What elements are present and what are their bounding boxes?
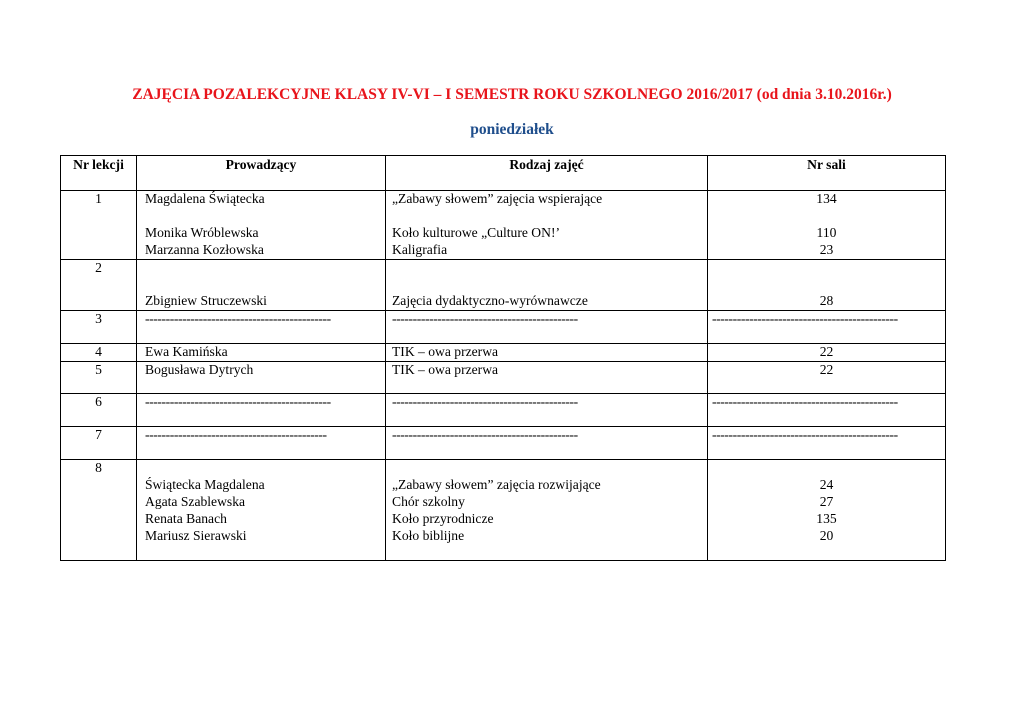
lesson-number: 8 bbox=[61, 460, 137, 561]
table-row bbox=[61, 344, 946, 362]
room-cell bbox=[708, 259, 946, 311]
teacher-name bbox=[145, 460, 385, 477]
room-cell bbox=[708, 344, 946, 362]
empty-dashes: --------------------------------------------- bbox=[392, 311, 578, 327]
day-heading: poniedziałek bbox=[470, 121, 554, 138]
lesson-number: 4 bbox=[61, 344, 137, 362]
header-row bbox=[61, 156, 946, 191]
empty-dashes: --------------------------------------------- bbox=[145, 311, 331, 327]
table-row bbox=[61, 259, 946, 311]
room-number bbox=[708, 276, 945, 293]
table-row bbox=[61, 191, 946, 260]
teacher-name: Ewa Kamińska bbox=[145, 344, 228, 360]
room-number: 110 bbox=[816, 224, 837, 240]
activity-name bbox=[392, 260, 707, 277]
teacher-name: Zbigniew Struczewski bbox=[145, 293, 267, 309]
teacher-name: Świątecka Magdalena bbox=[145, 477, 265, 493]
document-title: ZAJĘCIA POZALEKCYJNE KLASY IV-VI – I SEMESTR ROKU SZKOLNEGO 2016/2017 (od dnia 3.10.2016r.) bbox=[132, 86, 892, 103]
activity-name: „Zabawy słowem” zajęcia rozwijające bbox=[392, 477, 601, 493]
empty-dashes: --------------------------------------------- bbox=[392, 427, 578, 443]
activity-name: „Zabawy słowem” zajęcia wspierające bbox=[392, 191, 603, 206]
room-number: 22 bbox=[819, 344, 834, 360]
activity-cell bbox=[386, 362, 708, 394]
room-number: 22 bbox=[819, 362, 834, 378]
header-nr: Nr lekcji bbox=[61, 156, 137, 191]
room-number: 23 bbox=[819, 241, 834, 257]
activity-name bbox=[392, 276, 707, 293]
activity-name: TIK – owa przerwa bbox=[392, 362, 499, 378]
header-activity: Rodzaj zajęć bbox=[386, 156, 708, 191]
activity-cell bbox=[386, 311, 708, 344]
room-cell bbox=[708, 394, 946, 427]
empty-dashes: --------------------------------------------- bbox=[392, 394, 578, 410]
teacher-name: Bogusława Dytrych bbox=[145, 362, 254, 378]
activity-name: TIK – owa przerwa bbox=[392, 344, 499, 360]
activity-name: Koło kulturowe „Culture ON!’ bbox=[392, 224, 560, 240]
activity-name: Kaligrafia bbox=[392, 241, 448, 257]
activity-name bbox=[392, 460, 707, 477]
lesson-number: 7 bbox=[61, 427, 137, 460]
teacher-cell bbox=[137, 259, 386, 311]
table-row bbox=[61, 311, 946, 344]
room-cell bbox=[708, 460, 946, 561]
room-number: 24 bbox=[819, 477, 834, 493]
teacher-name: Renata Banach bbox=[145, 510, 227, 526]
teacher-name: Agata Szablewska bbox=[145, 493, 246, 509]
activity-cell bbox=[386, 191, 708, 260]
empty-dashes: --------------------------------------------- bbox=[145, 394, 331, 410]
table-row bbox=[61, 394, 946, 427]
room-number: 20 bbox=[819, 527, 834, 543]
room-number bbox=[708, 208, 945, 225]
schedule-table bbox=[60, 155, 946, 561]
activity-cell bbox=[386, 394, 708, 427]
empty-dashes: -------------------------------------------- bbox=[145, 427, 327, 443]
table-row bbox=[61, 362, 946, 394]
lesson-number: 1 bbox=[61, 191, 137, 260]
room-number: 134 bbox=[816, 191, 837, 206]
teacher-cell bbox=[137, 344, 386, 362]
teacher-cell bbox=[137, 394, 386, 427]
lesson-number: 6 bbox=[61, 394, 137, 427]
activity-cell bbox=[386, 460, 708, 561]
activity-cell bbox=[386, 344, 708, 362]
teacher-name: Marzanna Kozłowska bbox=[145, 241, 264, 257]
activity-name: Zajęcia dydaktyczno-wyrównawcze bbox=[392, 293, 588, 309]
room-number: 135 bbox=[816, 510, 837, 526]
room-number: 27 bbox=[819, 493, 834, 509]
room-cell bbox=[708, 191, 946, 260]
activity-name: Koło biblijne bbox=[392, 527, 465, 543]
lesson-number: 5 bbox=[61, 362, 137, 394]
lesson-number: 3 bbox=[61, 311, 137, 344]
room-number bbox=[708, 260, 945, 277]
activity-name: Koło przyrodnicze bbox=[392, 510, 494, 526]
teacher-name bbox=[145, 276, 385, 293]
table-row bbox=[61, 427, 946, 460]
activity-cell bbox=[386, 259, 708, 311]
room-cell bbox=[708, 311, 946, 344]
teacher-name: Magdalena Świątecka bbox=[145, 191, 265, 206]
teacher-cell bbox=[137, 311, 386, 344]
room-cell bbox=[708, 362, 946, 394]
teacher-cell bbox=[137, 460, 386, 561]
teacher-cell bbox=[137, 362, 386, 394]
empty-dashes: --------------------------------------------- bbox=[712, 394, 898, 410]
teacher-name: Mariusz Sierawski bbox=[145, 527, 247, 543]
activity-name: Chór szkolny bbox=[392, 493, 465, 509]
room-number: 28 bbox=[819, 293, 834, 309]
room-cell bbox=[708, 427, 946, 460]
teacher-cell bbox=[137, 191, 386, 260]
activity-cell bbox=[386, 427, 708, 460]
teacher-cell bbox=[137, 427, 386, 460]
activity-name bbox=[392, 208, 707, 225]
table-row bbox=[61, 460, 946, 561]
teacher-name: Monika Wróblewska bbox=[145, 224, 259, 240]
header-room: Nr sali bbox=[708, 156, 946, 191]
empty-dashes: --------------------------------------------- bbox=[712, 311, 898, 327]
empty-dashes: --------------------------------------------- bbox=[712, 427, 898, 443]
teacher-name bbox=[145, 260, 385, 277]
room-number bbox=[708, 460, 945, 477]
header-teacher: Prowadzący bbox=[137, 156, 386, 191]
teacher-name bbox=[145, 208, 385, 225]
lesson-number: 2 bbox=[61, 259, 137, 311]
